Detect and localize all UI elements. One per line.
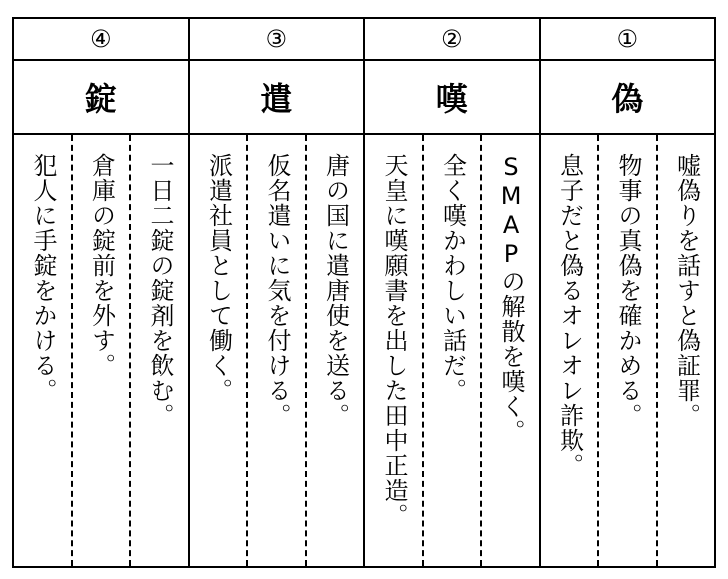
sentence-cell <box>246 135 305 566</box>
kanji-group-3 <box>188 19 364 566</box>
sentence-cell <box>305 135 364 566</box>
kanji-group-1 <box>539 19 715 566</box>
group-number: ② <box>365 19 539 61</box>
sentence-row <box>365 135 539 566</box>
example-sentence: 息子だと偽るオレオレ詐欺。 <box>555 153 584 478</box>
example-sentence: 仮名遣いに気を付ける。 <box>263 153 292 428</box>
example-sentence: 倉庫の錠前を外す。 <box>87 153 116 378</box>
example-sentence: 天皇に嘆願書を出した田中正造。 <box>380 153 409 528</box>
group-kanji: 錠 <box>14 61 188 135</box>
group-kanji: 嘆 <box>365 61 539 135</box>
kanji-group-4 <box>14 19 188 566</box>
example-sentence: 一日二錠の錠剤を飲む。 <box>146 153 175 428</box>
example-sentence: 物事の真偽を確かめる。 <box>614 153 643 428</box>
sentence-row <box>190 135 364 566</box>
sentence-cell <box>14 135 71 566</box>
sentence-row <box>541 135 715 566</box>
group-number: ③ <box>190 19 364 61</box>
sentence-cell <box>365 135 422 566</box>
example-sentence: SMAPの解散を嘆く。 <box>497 153 526 444</box>
sentence-cell <box>71 135 130 566</box>
sentence-cell <box>597 135 656 566</box>
example-sentence: 唐の国に遣唐使を送る。 <box>321 153 350 428</box>
kanji-worksheet-table <box>12 17 716 568</box>
example-sentence: 派遣社員として働く。 <box>204 153 233 403</box>
kanji-group-2 <box>363 19 539 566</box>
example-sentence: 嘘偽りを話すと偽証罪。 <box>672 153 701 428</box>
group-kanji: 遣 <box>190 61 364 135</box>
example-sentence: 犯人に手錠をかける。 <box>29 153 58 403</box>
group-number: ① <box>541 19 715 61</box>
sentence-cell <box>480 135 539 566</box>
group-number: ④ <box>14 19 188 61</box>
sentence-cell <box>656 135 715 566</box>
example-sentence: 全く嘆かわしい話だ。 <box>438 153 467 403</box>
sentence-cell <box>190 135 247 566</box>
sentence-cell <box>129 135 188 566</box>
sentence-cell <box>422 135 481 566</box>
sentence-row <box>14 135 188 566</box>
group-kanji: 偽 <box>541 61 715 135</box>
sentence-cell <box>541 135 598 566</box>
